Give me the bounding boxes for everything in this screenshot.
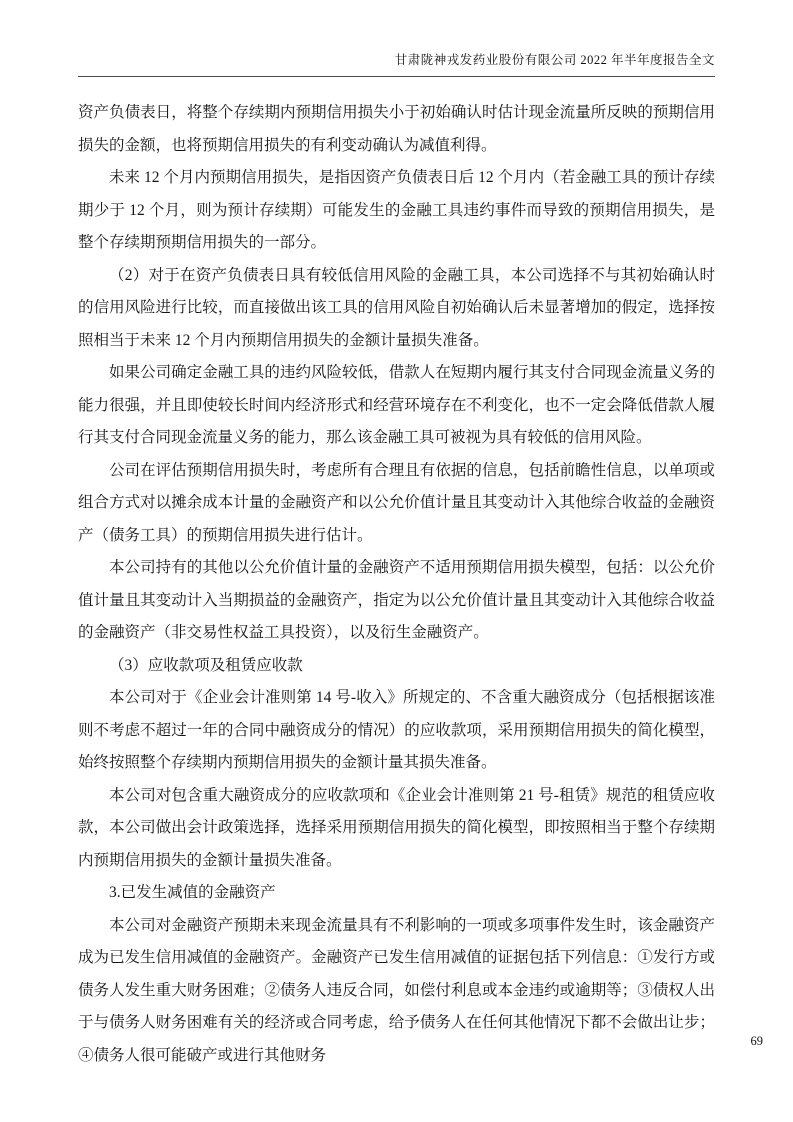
paragraph: 本公司对包含重大融资成分的应收款项和《企业会计准则第 21 号-租赁》规范的租赁应收款，本公司做出会计政策选择，选择采用预期信用损失的简化模型，即按照相当于整个存续期内预期信用损失的金额计量损失准备。	[78, 786, 715, 869]
paragraph: 未来 12 个月内预期信用损失，是指因资产负债表日后 12 个月内（若金融工具的预计存续期少于 12 个月，则为预计存续期）可能发生的金融工具违约事件而导致的预期信用损失，是整个存续期预期信用损失的一部分。	[78, 169, 715, 251]
paragraph: 如果公司确定金融工具的违约风险较低，借款人在短期内履行其支付合同现金流量义务的能力很强，并且即使较长时间内经济形式和经营环境存在不利变化，也不一定会降低借款人履行其支付合同现金流量义务的能力，那么该金融工具可被视为具有较低的信用风险。	[78, 364, 715, 446]
paragraph: （2）对于在资产负债表日具有较低信用风险的金融工具，本公司选择不与其初始确认时的信用风险进行比较，而直接做出该工具的信用风险自初始确认后未显著增加的假定，选择按照相当于未来 12 个月内预期信用损失的金额计量损失准备。	[78, 266, 715, 349]
paragraph: 本公司对于《企业会计准则第 14 号-收入》所规定的、不含重大融资成分（包括根据该准则不考虑不超过一年的合同中融资成分的情况）的应收款项，采用预期信用损失的简化模型，始终按照整个存续期内预期信用损失的金额计量其损失准备。	[78, 689, 715, 771]
paragraph: 资产负债表日，将整个存续期内预期信用损失小于初始确认时估计现金流量所反映的预期信用损失的金额，也将预期信用损失的有利变动确认为减值利得。	[78, 104, 715, 154]
page-number: 69	[750, 1034, 763, 1048]
paragraph-section-heading: （3）应收款项及租赁应收款	[109, 656, 303, 674]
paragraph-section-heading: 3.已发生减值的金融资产	[109, 884, 276, 901]
paragraph: 公司在评估预期信用损失时，考虑所有合理且有依据的信息，包括前瞻性信息，以单项或组合方式对以摊余成本计量的金融资产和以公允价值计量且其变动计入其他综合收益的金融资产（债务工具）的预期信用损失进行估计。	[78, 461, 715, 544]
page-header	[78, 50, 715, 77]
report-header-title: 甘肃陇神戎发药业股份有限公司 2022 年半年度报告全文	[394, 53, 715, 67]
document-body	[78, 97, 715, 1072]
paragraph: 本公司持有的其他以公允价值计量的金融资产不适用预期信用损失模型，包括：以公允价值计量且其变动计入当期损益的金融资产，指定为以公允价值计量且其变动计入其他综合收益的金融资产（非交易性权益工具投资），以及衍生金融资产。	[78, 559, 715, 641]
paragraph: 本公司对金融资产预期未来现金流量具有不利影响的一项或多项事件发生时，该金融资产成为已发生信用减值的金融资产。金融资产已发生信用减值的证据包括下列信息：①发行方或债务人发生重大财务困难；②债务人违反合同，如偿付利息或本金违约或逾期等；③债权人出于与债务人财务困难有关的经济或合同考虑，给予债务人在任何其他情况下都不会做出让步；④债务人很可能破产或进行其他财务	[78, 916, 715, 1064]
